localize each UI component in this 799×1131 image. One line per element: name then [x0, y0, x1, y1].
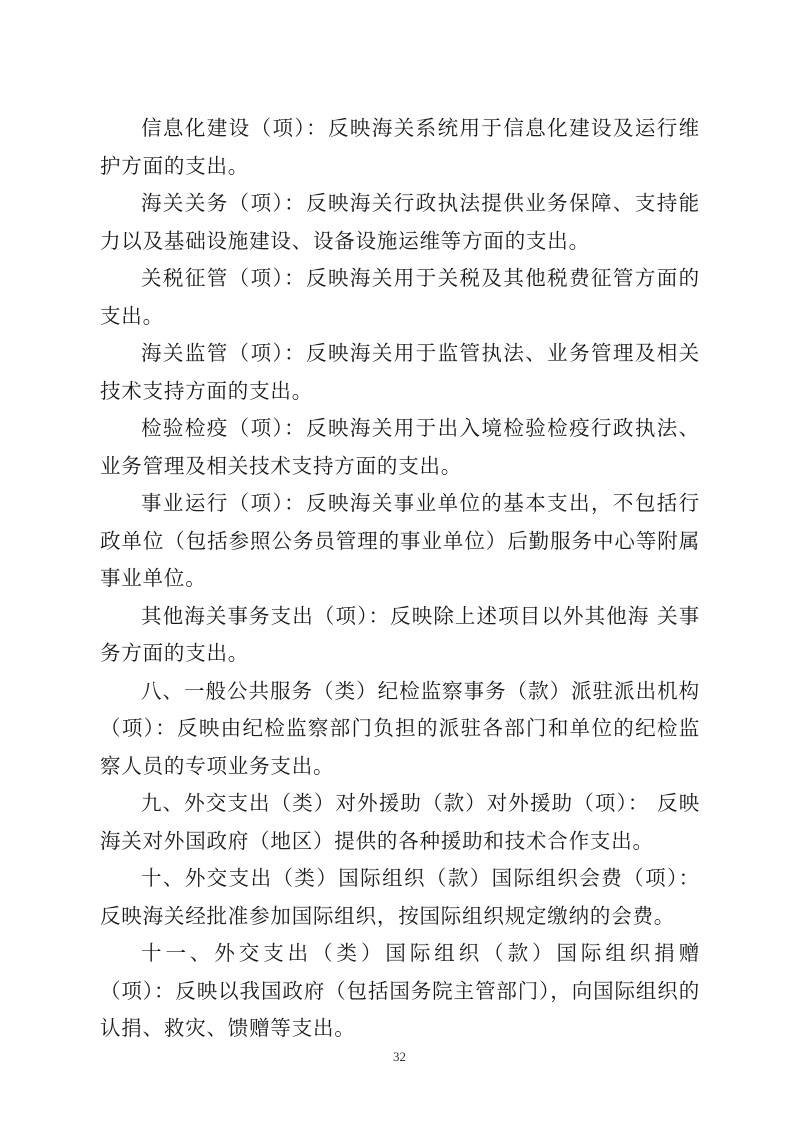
paragraph-international-org-fees: 十、外交支出（类）国际组织（款）国际组织会费（项）： 反映海关经批准参加国际组织，按国际组织规定缴纳的会费。 [100, 866, 700, 928]
document-body [100, 110, 700, 1048]
paragraph-inspection-quarantine: 检验检疫（项）：反映海关用于出入境检验检疫行政执法、业务管理及相关技术支持方面的支出。 [100, 416, 700, 478]
paragraph-international-org-donations: 十一、外交支出（类）国际组织（款）国际组织捐赠 （项）：反映以我国政府（包括国务院主管部门），向国际组织的认捐、救灾、馈赠等支出。 [100, 941, 700, 1040]
paragraph-other-customs-affairs: 其他海关事务支出（项）：反映除上述项目以外其他海 关事务方面的支出。 [100, 603, 700, 665]
paragraph-informatization: 信息化建设（项）：反映海关系统用于信息化建设及运行维护方面的支出。 [100, 116, 700, 178]
paragraph-discipline-inspection: 八、一般公共服务（类）纪检监察事务（款）派驻派出机构（项）：反映由纪检监察部门负担的派驻各部门和单位的纪检监察人员的专项业务支出。 [100, 678, 700, 778]
paragraph-institution-operation: 事业运行（项）：反映海关事业单位的基本支出，不包括行政单位（包括参照公务员管理的事业单位）后勤服务中心等附属事业单位。 [100, 491, 700, 590]
paragraph-customs-affairs: 海关关务（项）：反映海关行政执法提供业务保障、支持能力以及基础设施建设、设备设施运维等方面的支出。 [100, 191, 700, 253]
paragraph-foreign-aid: 九、外交支出（类）对外援助（款）对外援助（项）： 反映海关对外国政府（地区）提供的各种援助和技术合作支出。 [100, 791, 700, 853]
paragraph-tariff-collection: 关税征管（项）：反映海关用于关税及其他税费征管方面的支出。 [100, 266, 700, 328]
page-number: 32 [393, 1049, 406, 1064]
paragraph-customs-supervision: 海关监管（项）：反映海关用于监管执法、业务管理及相关技术支持方面的支出。 [100, 341, 700, 403]
